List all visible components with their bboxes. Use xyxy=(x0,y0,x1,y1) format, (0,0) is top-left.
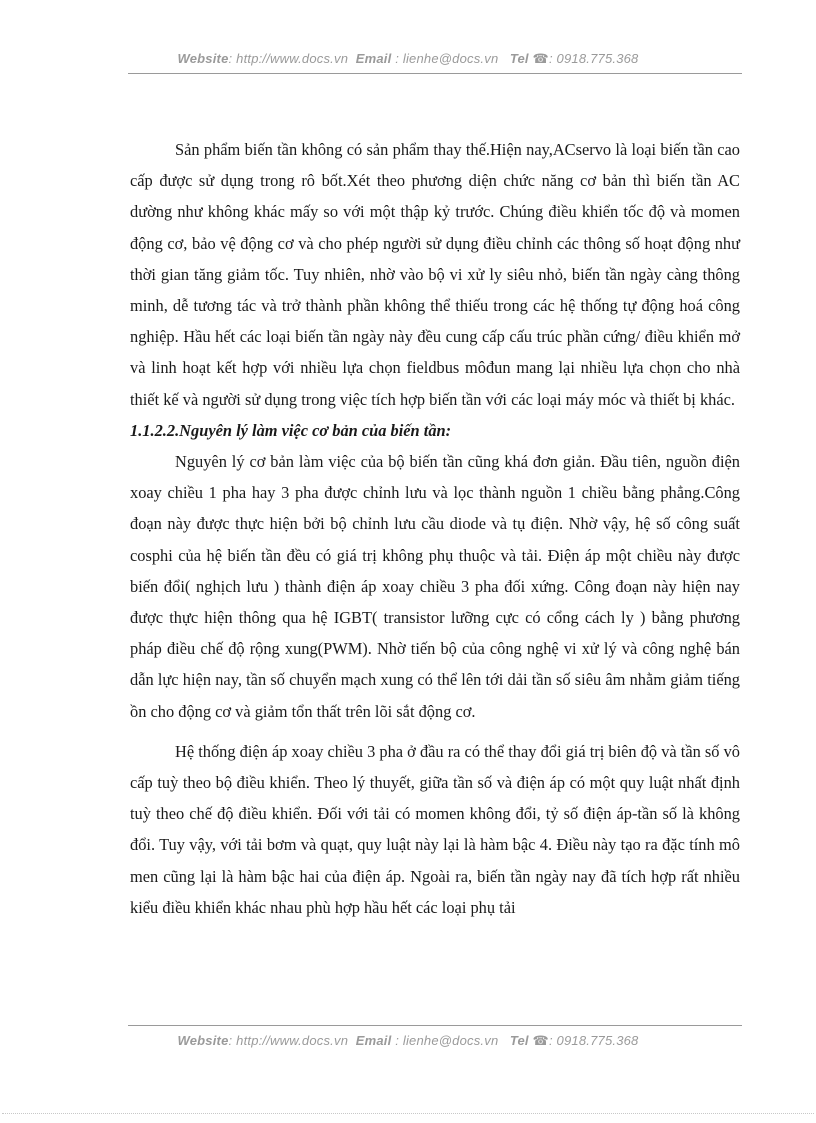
paragraph-1: Sản phẩm biến tần không có sản phẩm thay thế.Hiện nay,ACservo là loại biến tần cao cấp được sử dụng trong rô bốt.Xét theo phương diện chức năng cơ bản thì biến tần AC dường như không khác mấy so với một thập kỷ trước. Chúng điều khiển tốc độ và momen động cơ, bảo vệ động cơ và cho phép người sử dụng điều chỉnh các thông số hoạt động như thời gian tăng giảm tốc. Tuy nhiên, nhờ vào bộ vi xử ly siêu nhỏ, biến tần ngày càng thông minh, dễ tương tác và trở thành phần không thể thiếu trong các hệ thống tự động hoá công nghiệp. Hầu hết các loại biến tần ngày này đều cung cấp cấu trúc phần cứng/ điều khiển mở và linh hoạt kết hợp với nhiều lựa chọn fieldbus môđun mang lại nhiều lựa chọn cho nhà thiết kế và người sử dụng trong việc tích hợp biến tần với các loại máy móc và thiết bị khác. xyxy=(130,140,740,409)
footer-email-value[interactable]: : lienhe@docs.vn xyxy=(395,1033,499,1048)
footer-tel-value: : 0918.775.368 xyxy=(548,1033,639,1048)
paragraph-2: Nguyên lý cơ bản làm việc của bộ biến tần cũng khá đơn giản. Đầu tiên, nguồn điện xoay chiều 1 pha hay 3 pha được chỉnh lưu và lọc thành nguồn 1 chiều bằng phẳng.Công đoạn này được thực hiện bởi bộ chỉnh lưu cầu diode và tụ điện. Nhờ vậy, hệ số công suất cosphi của hệ biến tần đều có giá trị không phụ thuộc và tải. Điện áp một chiều này được biến đổi( nghịch lưu ) thành điện áp xoay chiều 3 pha đối xứng. Công đoạn này hiện nay được thực hiện thông qua hệ IGBT( transistor lưỡng cực có cổng cách ly ) bằng phương pháp điều chế độ rộng xung(PWM). Nhờ tiến bộ của công nghệ vi xử lý và công nghệ bán dẫn lực hiện nay, tần số chuyển mạch xung có thể lên tới dải tần số siêu âm nhằm giảm tiếng ồn cho động cơ và giảm tổn thất trên lõi sắt động cơ. xyxy=(130,452,740,721)
page-header xyxy=(0,51,816,67)
paragraph-3: Hệ thống điện áp xoay chiều 3 pha ở đầu ra có thể thay đổi giá trị biên độ và tần số vô cấp tuỳ theo bộ điều khiển. Theo lý thuyết, giữa tần số và điện áp có một quy luật nhất định tuỳ theo chế độ điều khiển. Đối với tải có momen không đổi, tỷ số điện áp-tần số là không đổi. Tuy vậy, với tải bơm và quạt, quy luật này lại là hàm bậc 4. Điều này tạo ra đặc tính mô men cũng lại là hàm bậc hai của điện áp. Ngoài ra, biến tần ngày nay đã tích hợp rất nhiều kiểu điều khiển khác nhau phù hợp hầu hết các loại phụ tải xyxy=(130,741,740,917)
header-rule xyxy=(128,73,742,74)
header-tel-value: : 0918.775.368 xyxy=(548,51,639,66)
section-heading: 1.1.2.2.Nguyên lý làm việc cơ bản của biến tần: xyxy=(130,420,452,440)
footer-website-label: Website xyxy=(177,1033,229,1048)
document-body xyxy=(130,134,740,923)
footer-website-url[interactable]: : http://www.docs.vn xyxy=(228,1033,349,1048)
header-email-label: Email xyxy=(355,51,392,66)
header-email-value[interactable]: : lienhe@docs.vn xyxy=(395,51,499,66)
header-website-label: Website xyxy=(177,51,229,66)
phone-icon: ☎ xyxy=(532,51,549,66)
page-edge-divider xyxy=(2,1113,814,1114)
footer-tel-label: Tel xyxy=(509,1033,529,1048)
footer-rule xyxy=(128,1025,742,1026)
page-footer xyxy=(0,1033,816,1049)
phone-icon: ☎ xyxy=(532,1033,549,1048)
header-website-url[interactable]: : http://www.docs.vn xyxy=(228,51,349,66)
footer-email-label: Email xyxy=(355,1033,392,1048)
header-tel-label: Tel xyxy=(509,51,529,66)
